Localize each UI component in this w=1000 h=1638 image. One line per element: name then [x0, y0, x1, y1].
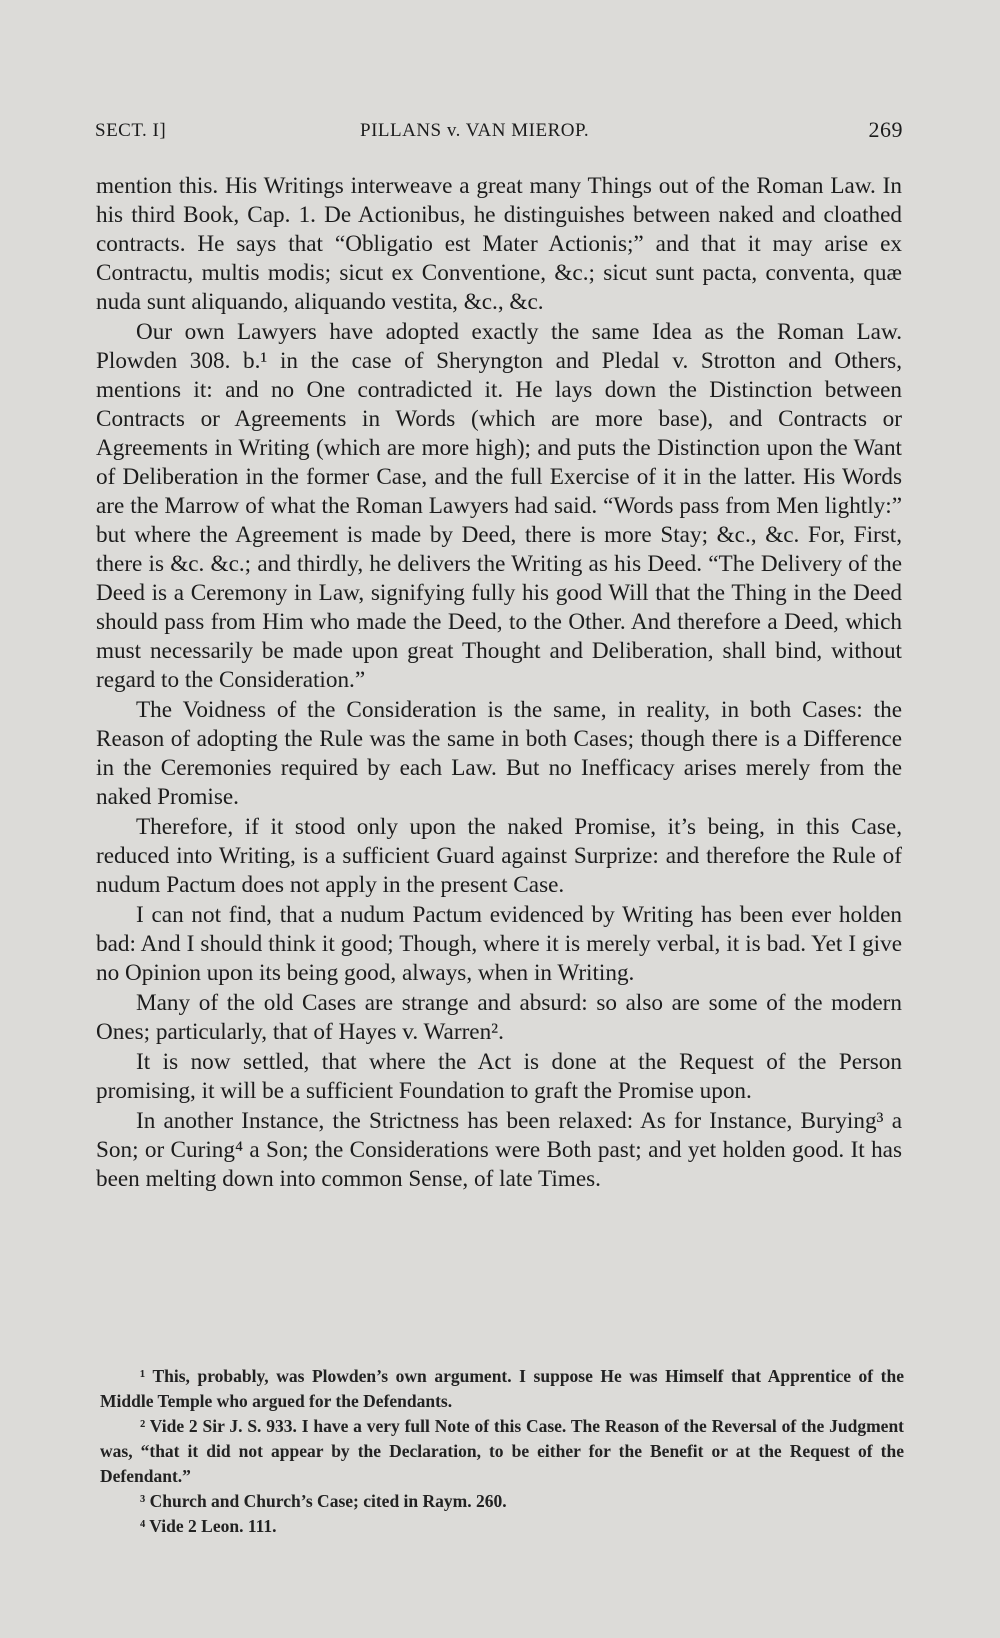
- running-header: [95, 117, 903, 150]
- footnote-4: ⁴ Vide 2 Leon. 111.: [140, 1516, 277, 1536]
- page-number: 269: [868, 117, 903, 142]
- case-title: PILLANS v. VAN MIEROP.: [360, 120, 590, 141]
- paragraph-3: The Voidness of the Consideration is the same, in reality, in both Cases: the Reason of adopting the Rule was the same in both Cases; though there is a Difference in the Ceremonies required by each Law. But no Inefficacy arises merely from the naked Promise.: [96, 697, 902, 810]
- footnote-1: ¹ This, probably, was Plowden’s own argument. I suppose He was Himself that Apprentice of the Middle Temple who argued for the Defendants.: [100, 1366, 904, 1411]
- paragraph-8: In another Instance, the Strictness has been relaxed: As for Instance, Burying³ a Son; or Curing⁴ a Son; the Considerations were Both past; and yet holden good. It has been melting down into common Sense, of late Times.: [96, 1108, 902, 1192]
- paragraph-1: mention this. His Writings interweave a great many Things out of the Roman Law. In his third Book, Cap. 1. De Actionibus, he distinguishes between naked and cloathed contracts. He says that “Obligatio est Mater Actionis;” and that it may arise ex Contractu, multis modis; sicut ex Conventione, &c.; sicut sunt pacta, conventa, quæ nuda sunt aliquando, aliquando vestita, &c., &c.: [96, 173, 902, 315]
- paragraph-5: I can not find, that a nudum Pactum evidenced by Writing has been ever holden bad: And I should think it good; Though, where it is merely verbal, it is bad. Yet I give no Opinion upon its being good, always, when in Writing.: [96, 902, 902, 986]
- paragraph-7: It is now settled, that where the Act is done at the Request of the Person promising, it will be a sufficient Foundation to graft the Promise upon.: [96, 1049, 902, 1104]
- footnote-3: ³ Church and Church’s Case; cited in Raym. 260.: [140, 1491, 507, 1511]
- footnotes: [100, 1364, 904, 1539]
- section-label: SECT. I]: [95, 120, 167, 141]
- paragraph-4: Therefore, if it stood only upon the naked Promise, it’s being, in this Case, reduced into Writing, is a sufficient Guard against Surprize: and therefore the Rule of nudum Pactum does not apply in the present Case.: [96, 814, 902, 898]
- footnote-2: ² Vide 2 Sir J. S. 933. I have a very full Note of this Case. The Reason of the Reversal of the Judgment was, “that it did not appear by the Declaration, to be either for the Benefit or at the Request of the Defendant.”: [100, 1416, 904, 1486]
- main-text: [96, 172, 902, 1194]
- paragraph-2: Our own Lawyers have adopted exactly the same Idea as the Roman Law. Plowden 308. b.¹ in the case of Sheryngton and Pledal v. Strotton and Others, mentions it: and no One contradicted it. He lays down the Distinction between Contracts or Agreements in Words (which are more base), and Contracts or Agreements in Writing (which are more high); and puts the Distinction upon the Want of Deliberation in the former Case, and the full Exercise of it in the latter. His Words are the Marrow of what the Roman Lawyers had said. “Words pass from Men lightly:” but where the Agreement is made by Deed, there is more Stay; &c., &c. For, First, there is &c. &c.; and thirdly, he delivers the Writing as his Deed. “The Delivery of the Deed is a Ceremony in Law, signifying fully his good Will that the Thing in the Deed should pass from Him who made the Deed, to the Other. And therefore a Deed, which must necessarily be made upon great Thought and Deliberation, shall bind, without regard to the Consideration.”: [96, 319, 902, 693]
- paragraph-6: Many of the old Cases are strange and absurd: so also are some of the modern Ones; particularly, that of Hayes v. Warren².: [96, 990, 902, 1045]
